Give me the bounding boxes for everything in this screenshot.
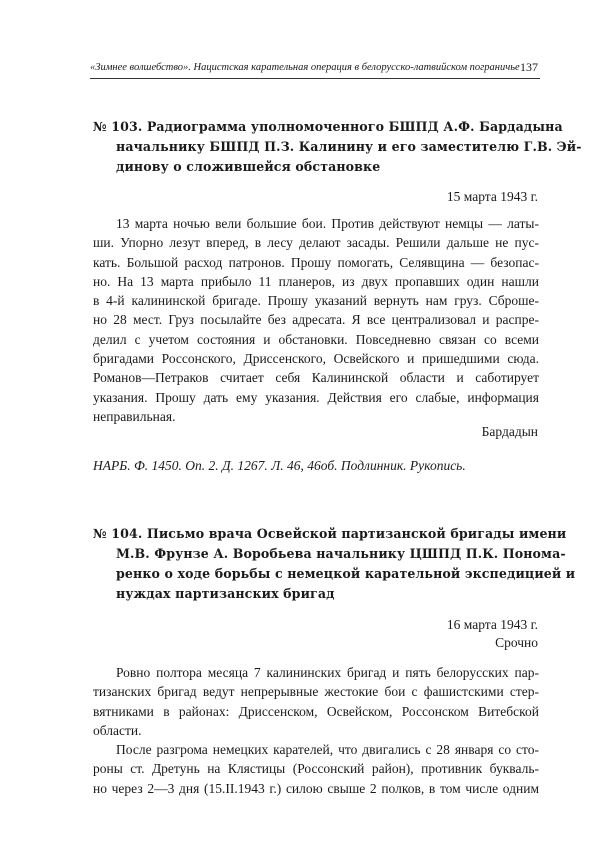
doc103-body-line: 13 марта ночью вели большие бои. Против действуют немцы — латы-: [116, 216, 539, 231]
doc104-body-line: роны ст. Дретунь на Клястицы (Россонский район), противник букваль-: [93, 761, 539, 777]
doc104-date-block: [447, 616, 538, 652]
doc104-heading-line: № 104. Письмо врача Освейской партизанской бригады имени: [93, 526, 567, 541]
doc103-signature: Бардадын: [481, 424, 538, 439]
doc103-body-line: в 4-й калининской бригаде. Прошу указаний вернуть нам груз. Сброше-: [93, 293, 539, 309]
doc104-heading-line: нуждах партизанских бригад: [116, 586, 335, 601]
doc103-body-line: указания. Прошу дать ему указания. Действия его слабые, информация: [93, 389, 539, 405]
doc104-body-line: После разгрома немецких карателей, что двигались с 28 января со сто-: [116, 742, 539, 757]
doc104-date: 16 марта 1943 г.: [446, 617, 538, 632]
doc104-body-line: Ровно полтора месяца 7 калининских бригад и пять белорусских пар-: [116, 665, 539, 680]
doc103-body-line: но 28 мест. Груз посылайте без адресата. Я все централизовал и распре-: [93, 312, 539, 328]
doc103-heading-line: динову о сложившейся обстановке: [116, 159, 381, 174]
doc103-body-line: Романов—Петраков считает себя Калининской области и саботирует: [93, 370, 539, 386]
doc103-body-line: кать. Большой расход патронов. Прошу помогать, Селявщина — безопас-: [93, 254, 539, 270]
doc104-paragraph-1: [93, 663, 539, 740]
doc103-date: 15 марта 1943 г.: [446, 189, 538, 204]
doc104-body-line: но через 2—3 дня (15.II.1943 г.) силою свыше 2 полков, в том числе одним: [93, 780, 539, 796]
doc103-source: НАРБ. Ф. 1450. Оп. 2. Д. 1267. Л. 46, 46об. Подлинник. Рукопись.: [93, 458, 466, 473]
doc104-urgency: Срочно: [495, 635, 538, 650]
page-number: 137: [520, 60, 538, 74]
doc104-body-line: области.: [93, 722, 142, 738]
doc103-body-line: неправильная.: [93, 408, 176, 424]
doc103-body-line: ши. Упорно лезут вперед, в лесу делают засады. Решили дальше не пус-: [93, 235, 539, 251]
doc103-body: [93, 214, 539, 426]
doc104-body-line: тизанских бригад ведут непрерывные жестокие бои с фашистскими стер-: [93, 684, 539, 700]
doc104-paragraph-2: [93, 740, 539, 798]
doc104-heading: [93, 524, 576, 604]
doc103-heading-line: № 103. Радиограмма уполномоченного БШПД А.Ф. Бардадына: [93, 119, 563, 134]
doc104-body-line: вятниками в районах: Дриссенском, Освейском, Россонском Витебской: [93, 703, 539, 719]
doc103-body-line: делил с учетом состояния и обстановки. Повседневно связан со всеми: [93, 331, 539, 347]
running-head: [90, 60, 540, 79]
doc104-heading-line: ренко о ходе борьбы с немецкой карательной экспедицией и: [116, 566, 576, 581]
doc103-body-line: но. На 13 марта прибыло 11 планеров, из двух пропавших один нашли: [93, 273, 539, 289]
doc104-heading-line: М.В. Фрунзе А. Воробьева начальнику ЦШПД П.К. Понома-: [116, 546, 566, 561]
doc103-heading-line: начальнику БШПД П.З. Калинину и его заместителю Г.В. Эй-: [116, 139, 582, 154]
doc103-heading: [93, 117, 582, 177]
doc103-body-line: бригадами Россонского, Дриссенского, Освейского и пришедшими сюда.: [93, 351, 539, 367]
running-head-title: «Зимнее волшебство». Нацистская карательная операция в белорусско-латвийском пограничье: [90, 62, 520, 73]
